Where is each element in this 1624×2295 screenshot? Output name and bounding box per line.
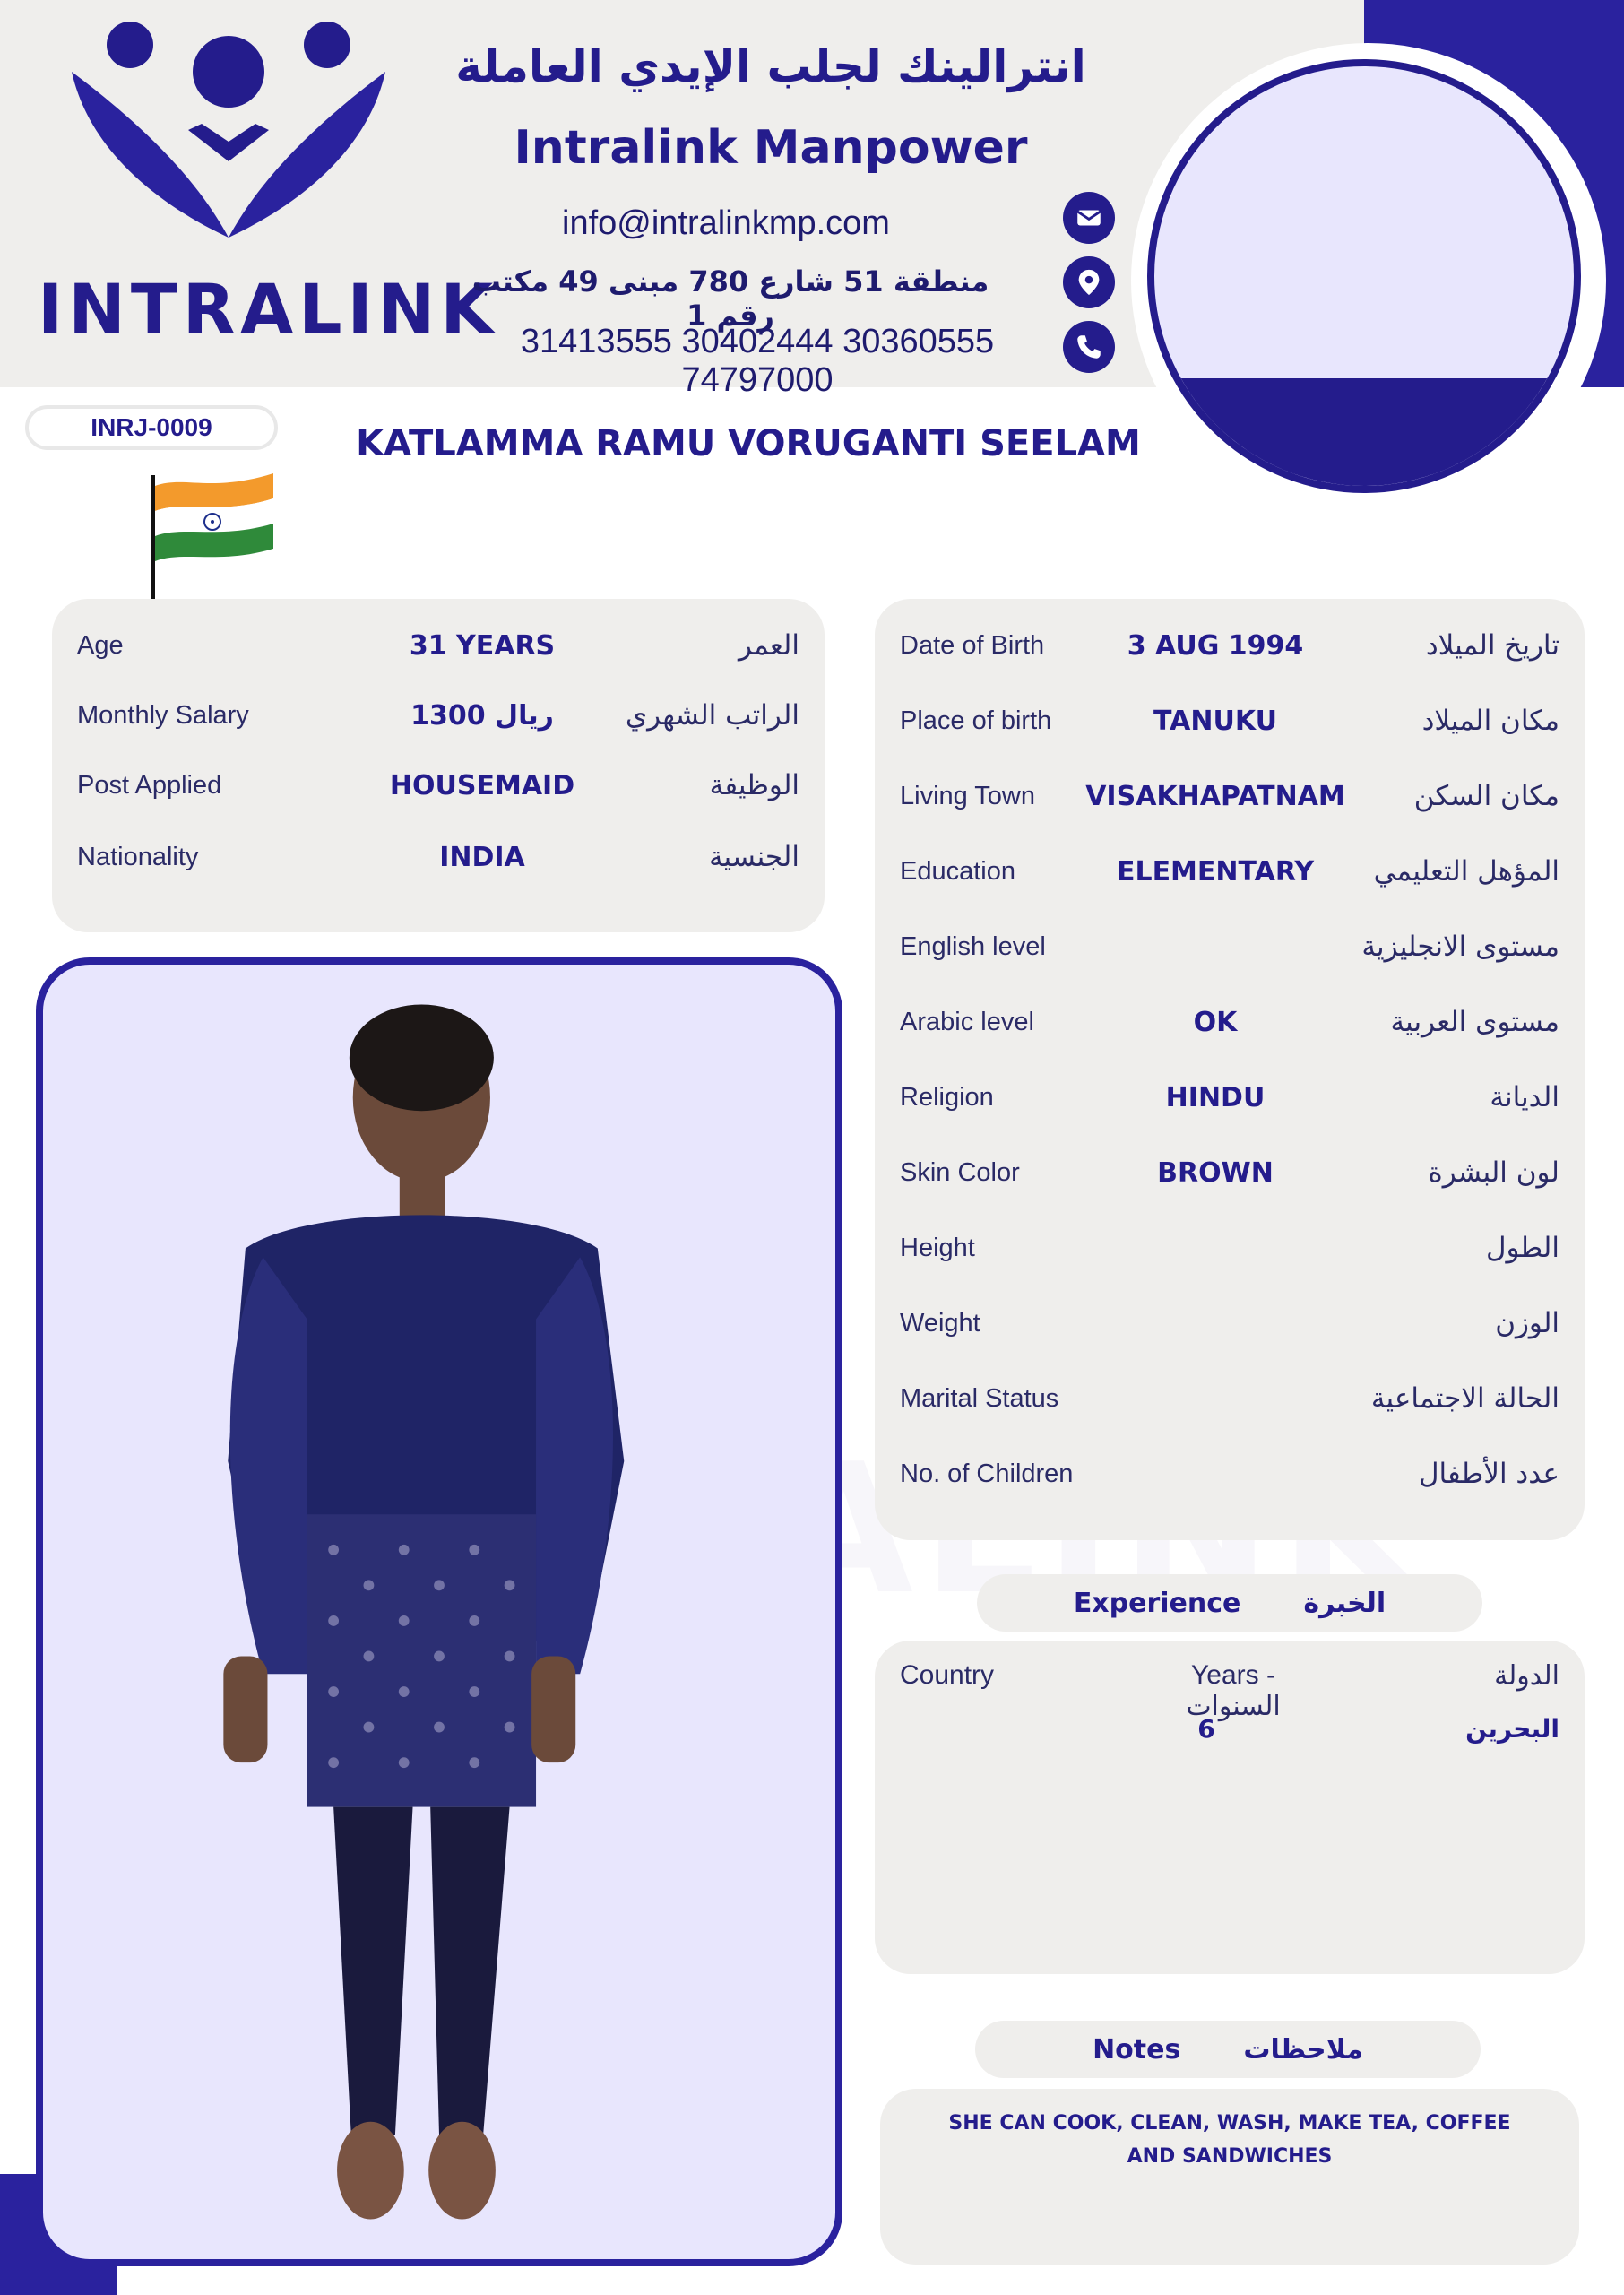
detail-label: English level [900,931,1046,961]
experience-header-row [875,1660,1585,1721]
detail-row-religion [875,1070,1585,1124]
detail-row-place-of-birth [875,694,1585,748]
detail-row-age [52,619,825,672]
candidate-name: KATLAMMA RAMU VORUGANTI SEELAM [356,423,1141,464]
detail-label-arabic: مستوى الانجليزية [1361,931,1559,963]
notes-title-en: Notes [1093,2033,1181,2066]
detail-label-arabic: الراتب الشهري [625,699,799,732]
detail-value: BROWN [1157,1156,1274,1189]
detail-label: Place of birth [900,706,1052,735]
candidate-full-photo [36,957,842,2266]
reference-badge: INRJ-0009 [25,405,278,450]
detail-label-arabic: مكان الميلاد [1421,705,1559,737]
detail-value: 3 AUG 1994 [1127,629,1304,662]
detail-label-arabic: عدد الأطفال [1418,1458,1559,1490]
detail-row-skin-color [875,1146,1585,1199]
company-title-arabic: انترالينك لجلب الإيدي العاملة [455,40,1086,92]
detail-label: Nationality [77,842,199,871]
detail-value: TANUKU [1153,705,1277,737]
detail-label: Education [900,856,1015,886]
experience-row [875,1714,1585,1759]
experience-title-en: Experience [1073,1587,1241,1619]
experience-heading [977,1574,1482,1632]
detail-value: VISAKHAPATNAM [1085,780,1345,812]
experience-years: 6 [1197,1714,1215,1744]
phone-icon [1063,321,1115,373]
detail-row-dob [875,619,1585,672]
detail-row-height [875,1221,1585,1275]
detail-label-arabic: تاريخ الميلاد [1425,629,1559,662]
detail-label-arabic: الجنسية [708,841,799,873]
logo-wordmark: INTRALINK [38,269,499,349]
experience-panel [875,1641,1585,1974]
notes-text: SHE CAN COOK, CLEAN, WASH, MAKE TEA, COFFEE AND SANDWICHES [948,2112,1511,2168]
detail-label: Age [77,630,124,660]
detail-label-arabic: الوظيفة [709,769,799,801]
detail-label: Marital Status [900,1383,1059,1413]
detail-value: 1300 ريال [410,699,554,732]
contact-phones: 31413555 30402444 30360555 74797000 [520,323,995,399]
detail-row-marital-status [875,1372,1585,1425]
detail-label-arabic: المؤهل التعليمي [1373,855,1559,888]
contact-email: info@intralinkmp.com [562,204,890,242]
detail-row-english-level [875,920,1585,974]
detail-row-living-town [875,769,1585,823]
location-pin-icon [1063,256,1115,308]
detail-label-arabic: مستوى العربية [1390,1006,1559,1038]
experience-title-ar: الخبرة [1303,1587,1386,1619]
detail-label-arabic: مكان السكن [1413,780,1559,812]
detail-row-nationality [52,830,825,884]
detail-label-arabic: الديانة [1490,1081,1559,1113]
detail-value: HOUSEMAID [389,769,575,801]
detail-row-arabic-level [875,995,1585,1049]
envelope-icon [1063,192,1115,244]
contact-address: منطقة 51 شارع 780 مبنى 49 مكتب رقم 1 [471,264,989,333]
detail-value: OK [1193,1006,1238,1038]
detail-label-arabic: العمر [738,629,799,662]
detail-label: No. of Children [900,1459,1074,1488]
detail-label: Monthly Salary [77,700,249,730]
experience-col-country: Country [900,1660,995,1690]
detail-row-education [875,844,1585,898]
detail-label: Religion [900,1082,994,1112]
detail-value: ELEMENTARY [1116,855,1315,888]
company-title-english: Intralink Manpower [514,121,1028,175]
experience-col-years: Years - السنوات [1186,1660,1281,1721]
intralink-logo-icon [63,18,394,251]
profile-photo-placeholder [1147,59,1581,493]
detail-row-weight [875,1296,1585,1350]
detail-label-arabic: الطول [1485,1232,1559,1264]
detail-row-children [875,1447,1585,1501]
notes-panel [880,2089,1579,2265]
experience-country: البحرين [1465,1714,1559,1744]
detail-value: INDIA [439,841,525,873]
detail-label: Height [900,1233,975,1262]
experience-col-country-ar: الدولة [1494,1661,1559,1691]
basic-details-panel [52,599,825,932]
detail-label: Skin Color [900,1157,1020,1187]
personal-details-panel [875,599,1585,1540]
detail-row-salary [52,688,825,742]
detail-label-arabic: الوزن [1495,1307,1559,1339]
detail-label: Weight [900,1308,980,1338]
detail-label-arabic: الحالة الاجتماعية [1370,1382,1559,1415]
detail-label: Post Applied [77,770,222,800]
detail-label: Arabic level [900,1007,1034,1036]
detail-row-post [52,758,825,812]
notes-title-ar: ملاحظات [1243,2033,1363,2066]
detail-label: Living Town [900,781,1036,810]
notes-heading [975,2021,1481,2078]
detail-value: 31 YEARS [409,629,556,662]
india-flag-icon [148,466,282,601]
detail-label-arabic: لون البشرة [1428,1156,1559,1189]
detail-value: HINDU [1165,1081,1266,1113]
detail-label: Date of Birth [900,630,1045,660]
